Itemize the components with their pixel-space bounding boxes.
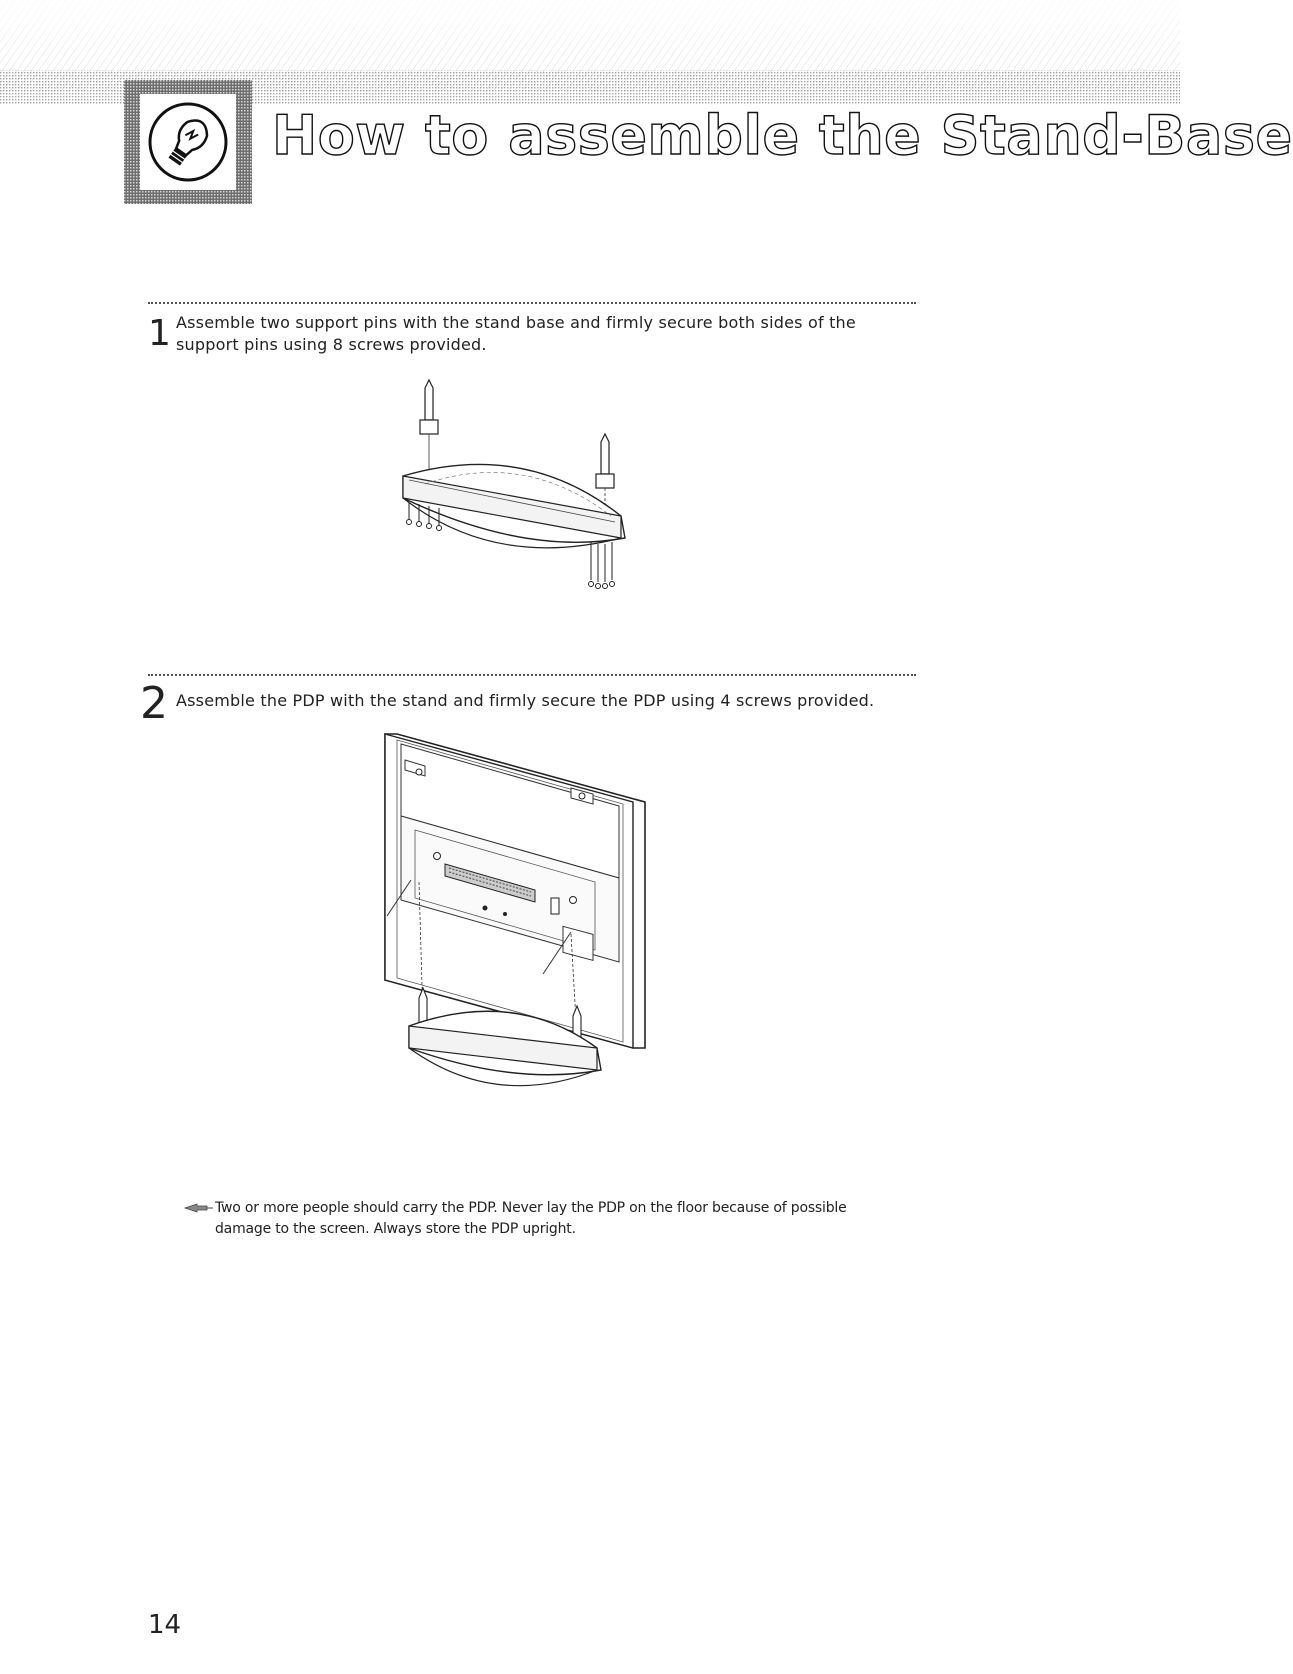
- step-number: 2: [140, 678, 168, 729]
- stand-base-figure: [385, 380, 685, 620]
- page-title: How to assemble the Stand-Base: [272, 104, 1293, 167]
- step-text: Assemble two support pins with the stand base and firmly secure both sides of the support pins using 8 screws provided.: [176, 313, 856, 354]
- page-number: 14: [148, 1610, 182, 1640]
- section-divider: [148, 674, 916, 676]
- light-bulb-icon: [124, 80, 252, 204]
- note-text: Two or more people should carry the PDP. Never lay the PDP on the floor because of possible damage to the screen. Always store the PDP upright.: [215, 1200, 847, 1237]
- step-number: 1: [148, 313, 171, 354]
- step-text: Assemble the PDP with the stand and firmly secure the PDP using 4 screws provided.: [176, 691, 875, 710]
- pdp-stand-figure: [375, 730, 705, 1150]
- section-divider: [148, 302, 916, 304]
- note-arrow-icon: [183, 1201, 215, 1215]
